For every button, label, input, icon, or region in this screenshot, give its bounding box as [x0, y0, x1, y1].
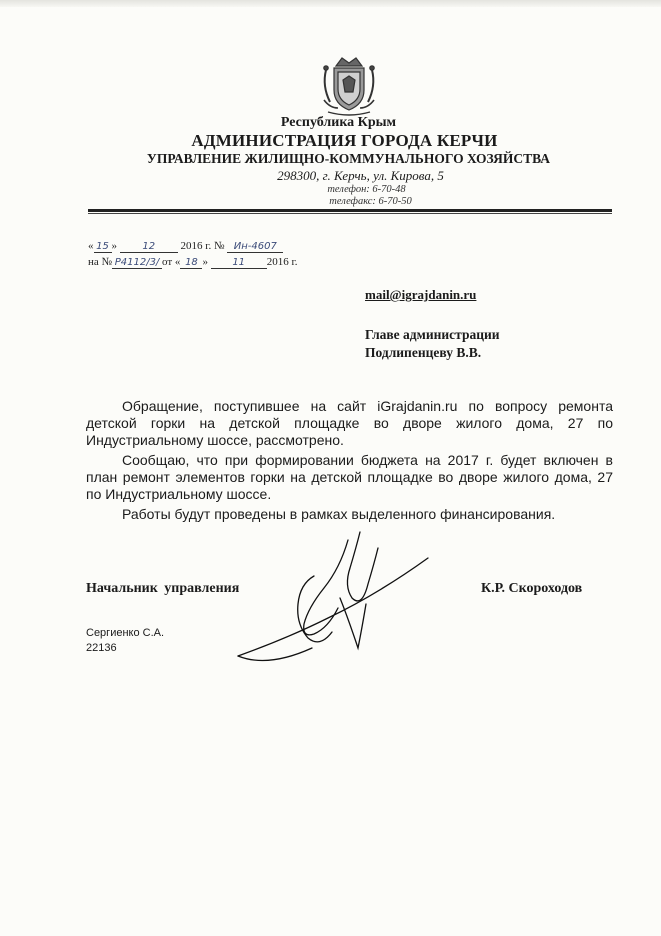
recipient-email: mail@igrajdanin.ru	[365, 287, 477, 302]
executor-block	[86, 626, 164, 656]
administration-name: АДМИНИСТРАЦИЯ ГОРОДА КЕРЧИ	[191, 131, 498, 150]
header-rule-thin	[88, 213, 612, 214]
signatory-name: К.Р. Скороходов	[481, 581, 583, 596]
region-name: Республика Крым	[280, 115, 397, 130]
addressee-name: Подлипенцеву В.В.	[365, 345, 482, 360]
ref-day-close-quote: »	[202, 256, 208, 268]
scan-edge	[0, 0, 661, 7]
header-rule	[88, 209, 612, 212]
body-paragraph-3: Работы будут проведены в рамках выделенного финансирования.	[122, 506, 556, 522]
ref-month: 11	[211, 257, 267, 269]
department-name: УПРАВЛЕНИЕ ЖИЛИЩНО-КОММУНАЛЬНОГО ХОЗЯЙСТВА	[146, 151, 551, 166]
addressee-position: Главе администрации	[365, 327, 500, 342]
ref-from: от «	[162, 256, 181, 268]
ref-year: 2016 г.	[266, 256, 298, 268]
body-paragraph-1: Обращение, поступившее на сайт iGrajdanin.ru по вопросу ремонта детской горки на детской площадке во дворе жилого дома, 27 по Индустриальному шоссе, рассмотрено.	[86, 398, 613, 448]
reg-month: 12	[120, 241, 178, 253]
address: 298300, г. Керчь, ул. Кирова, 5	[277, 168, 444, 183]
reg-number: Ин-4607	[227, 241, 283, 253]
fax: телефакс: 6-70-50	[329, 196, 412, 207]
phone: телефон: 6-70-48	[327, 184, 406, 195]
reg-day: 15	[94, 241, 112, 253]
ref-number: Р4112/3/	[112, 257, 162, 269]
ref-day: 18	[180, 257, 202, 269]
handwritten-signature	[228, 528, 438, 668]
executor-name: Сергиенко С.А.	[86, 627, 165, 639]
coat-of-arms-icon	[318, 52, 380, 116]
letter-body	[86, 398, 613, 526]
incoming-reference	[88, 256, 297, 269]
outgoing-registration	[88, 240, 283, 253]
reg-year: 2016 г. №	[180, 240, 225, 252]
day-open-quote: «	[88, 240, 94, 252]
ref-prefix: на №	[88, 256, 113, 268]
addressee-block	[365, 326, 500, 362]
body-paragraph-2: Сообщаю, что при формировании бюджета на 2017 г. будет включен в план ремонт элементов горки на детской площадке во дворе жилого дома, 27 по Индустриальному шоссе.	[86, 452, 613, 502]
day-close-quote: »	[111, 240, 117, 252]
signatory-title: Начальник управления	[86, 581, 240, 596]
executor-phone: 22136	[86, 642, 117, 654]
